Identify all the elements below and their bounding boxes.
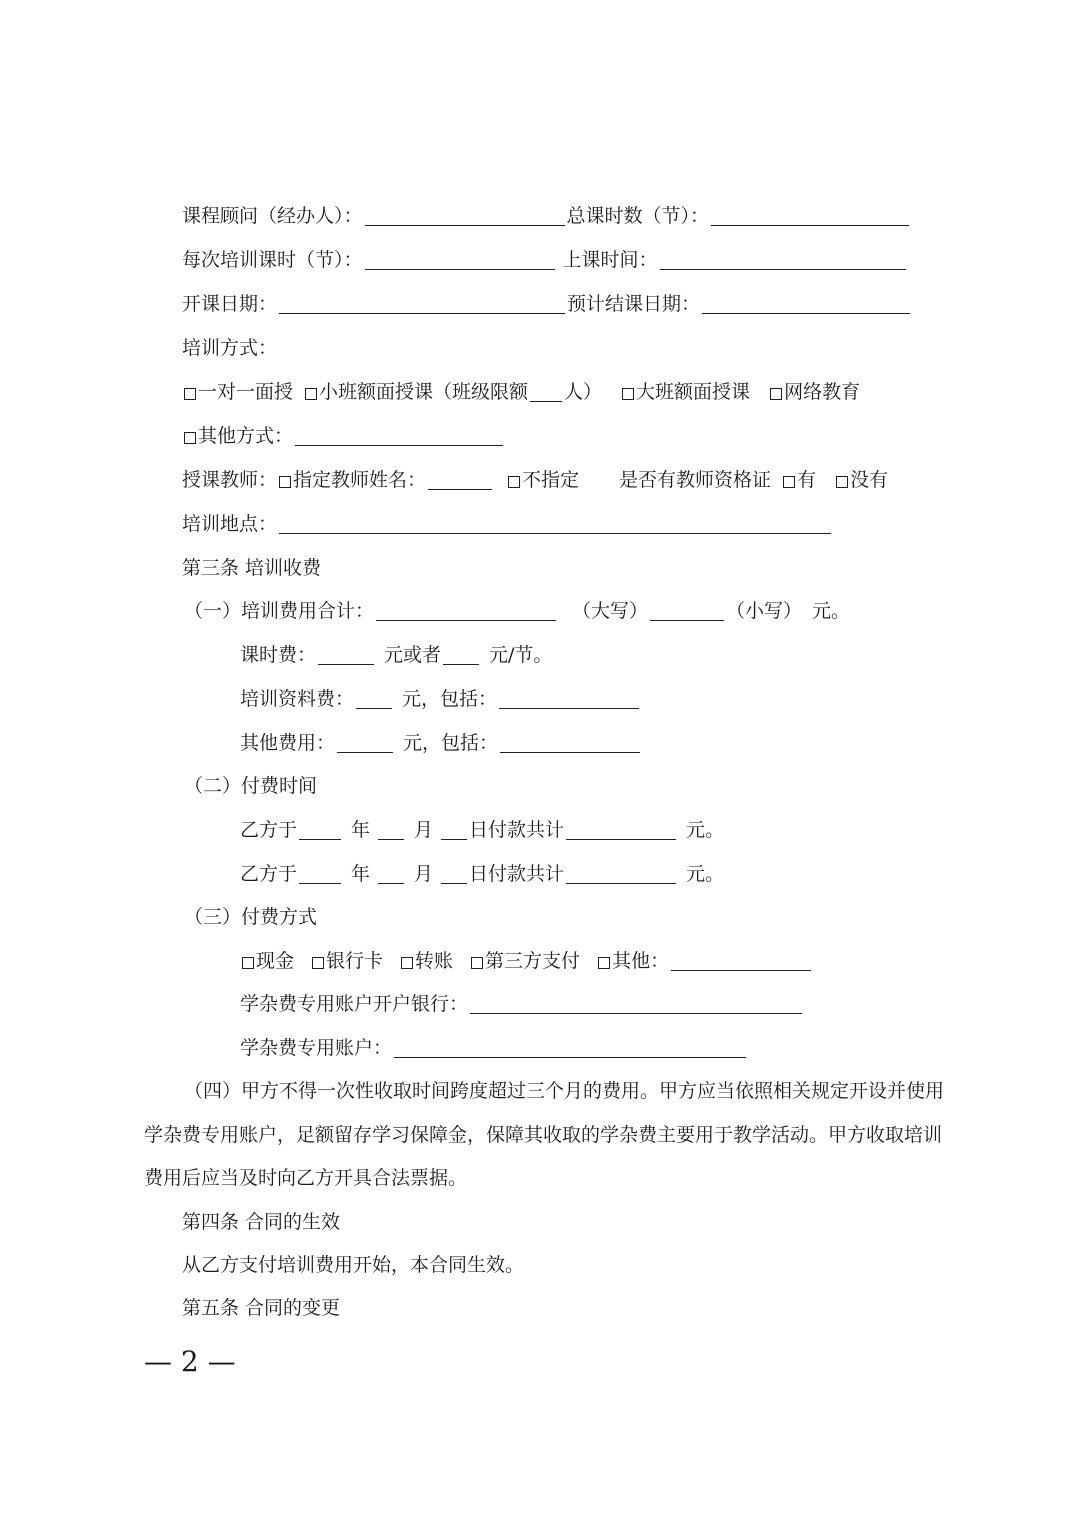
label-yuan-or: 元或者 — [384, 644, 442, 666]
row-payment-method — [184, 903, 317, 931]
blank-account-bank[interactable] — [470, 991, 802, 1014]
label-class-time: 上课时间： — [562, 249, 658, 271]
label-yuan-per-class: 元/节。 — [489, 644, 553, 666]
row-materials-fee — [240, 685, 641, 713]
label-upper: （大写） — [572, 600, 649, 622]
label-hours-per-session: 每次培训课时（节）： — [182, 249, 363, 271]
para4-text-3: 费用后应当及时向乙方开具合法票据。 — [144, 1167, 468, 1189]
para4-line2 — [144, 1121, 942, 1149]
label-month-1: 月 — [414, 819, 434, 841]
row-advisor-hours — [182, 202, 911, 230]
article4-heading — [182, 1208, 340, 1236]
blank-pay2-month[interactable] — [378, 861, 404, 884]
label-yuan-incl-2: 元，包括： — [403, 732, 499, 754]
checkbox-online[interactable] — [770, 388, 782, 400]
row-session-time — [182, 246, 908, 274]
article4-heading-text: 第四条 合同的生效 — [182, 1211, 341, 1233]
label-payment-method: （三）付费方式 — [184, 906, 318, 928]
label-lower: （小写） — [726, 600, 803, 622]
label-teacher-unspecified: 不指定 — [522, 469, 580, 491]
label-yuan-period: 元。 — [812, 600, 851, 622]
row-other-fee — [240, 729, 642, 757]
blank-pay2-year[interactable] — [299, 861, 341, 884]
blank-materials-incl[interactable] — [499, 686, 639, 709]
label-course-advisor: 课程顾问（经办人）： — [182, 205, 363, 227]
label-account-no: 学杂费专用账户： — [240, 1037, 393, 1059]
checkbox-teacher-named[interactable] — [279, 476, 291, 488]
blank-other-mode[interactable] — [295, 423, 503, 446]
label-teacher: 授课教师： — [182, 469, 278, 491]
blank-pay1-day[interactable] — [441, 817, 467, 840]
blank-pay1-year[interactable] — [299, 817, 341, 840]
blank-location[interactable] — [279, 511, 831, 534]
label-yuan-1: 元。 — [686, 819, 725, 841]
checkbox-other-mode[interactable] — [184, 432, 196, 444]
row-other-mode — [182, 422, 505, 450]
label-account-bank: 学杂费专用账户开户银行： — [240, 993, 469, 1015]
checkbox-small-class[interactable] — [305, 388, 317, 400]
page-number: — 2 — — [144, 1345, 236, 1378]
label-online: 网络教育 — [784, 381, 861, 403]
label-year-1: 年 — [351, 819, 371, 841]
blank-start-date[interactable] — [279, 291, 565, 314]
label-cert-no: 没有 — [850, 469, 889, 491]
checkbox-pay-transfer[interactable] — [401, 957, 413, 969]
row-training-modes — [182, 378, 860, 406]
label-large-class: 大班额面授课 — [636, 381, 751, 403]
checkbox-cert-no[interactable] — [836, 476, 848, 488]
blank-class-time[interactable] — [660, 247, 906, 270]
label-cert-question: 是否有教师资格证 — [619, 469, 772, 491]
blank-pay1-month[interactable] — [378, 817, 404, 840]
label-small-class-suffix: 人） — [564, 381, 603, 403]
row-account-bank — [240, 990, 804, 1018]
label-month-2: 月 — [414, 863, 434, 885]
checkbox-pay-cash[interactable] — [242, 957, 254, 969]
label-pay-bank-card: 银行卡 — [326, 950, 384, 972]
label-cert-yes: 有 — [797, 469, 817, 491]
label-pay-third-party: 第三方支付 — [485, 950, 581, 972]
row-dates — [182, 290, 912, 318]
checkbox-one-on-one[interactable] — [184, 388, 196, 400]
row-teacher — [182, 466, 888, 494]
blank-fee-total[interactable] — [376, 598, 556, 621]
row-pay-options — [240, 947, 813, 975]
checkbox-pay-other[interactable] — [598, 957, 610, 969]
label-payment-time: （二）付费时间 — [184, 775, 318, 797]
blank-fee-per-class[interactable] — [318, 642, 374, 665]
blank-hours-per-session[interactable] — [365, 247, 555, 270]
article3-heading — [182, 554, 321, 582]
checkbox-cert-yes[interactable] — [783, 476, 795, 488]
label-fee-total: （一）培训费用合计： — [184, 600, 375, 622]
row-account-no — [240, 1034, 748, 1062]
label-one-on-one: 一对一面授 — [198, 381, 294, 403]
para4-line3 — [144, 1164, 467, 1192]
label-teacher-named: 指定教师姓名： — [293, 469, 427, 491]
label-day-total-2: 日付款共计 — [469, 863, 565, 885]
blank-pay2-day[interactable] — [441, 861, 467, 884]
checkbox-large-class[interactable] — [622, 388, 634, 400]
para4-text-1: （四）甲方不得一次性收取时间跨度超过三个月的费用。甲方应当依照相关规定开设并使用 — [184, 1080, 945, 1102]
blank-course-advisor[interactable] — [365, 203, 565, 226]
blank-fee-upper[interactable] — [650, 598, 724, 621]
row-payment-1 — [240, 816, 724, 844]
para4-line1 — [184, 1077, 944, 1105]
blank-total-hours[interactable] — [711, 203, 909, 226]
article4-body — [182, 1251, 524, 1279]
row-payment-2 — [240, 860, 724, 888]
blank-pay2-amount[interactable] — [566, 861, 676, 884]
label-yuan-incl-1: 元，包括： — [402, 688, 498, 710]
blank-materials-fee[interactable] — [356, 686, 392, 709]
label-materials-fee: 培训资料费： — [240, 688, 355, 710]
label-day-total-1: 日付款共计 — [469, 819, 565, 841]
label-location: 培训地点： — [182, 513, 278, 535]
blank-teacher-name[interactable] — [428, 467, 492, 490]
label-pay-transfer: 转账 — [415, 950, 454, 972]
label-pay-other: 其他： — [612, 950, 670, 972]
blank-other-fee[interactable] — [337, 730, 393, 753]
article3-heading-text: 第三条 培训收费 — [182, 557, 322, 579]
blank-fee-per-session[interactable] — [443, 642, 479, 665]
label-other-mode: 其他方式： — [198, 425, 294, 447]
label-party-b-at-1: 乙方于 — [240, 819, 298, 841]
article5-heading — [182, 1294, 340, 1322]
blank-class-limit[interactable] — [530, 379, 562, 402]
para4-text-2: 学杂费专用账户，足额留存学习保障金，保障其收取的学杂费主要用于教学活动。甲方收取培训 — [144, 1124, 943, 1146]
label-year-2: 年 — [351, 863, 371, 885]
label-total-hours: 总课时数（节）： — [566, 205, 710, 227]
blank-pay-other[interactable] — [671, 948, 811, 971]
row-training-mode-label — [182, 334, 277, 362]
label-yuan-2: 元。 — [686, 863, 725, 885]
label-start-date: 开课日期： — [182, 293, 278, 315]
label-other-fee: 其他费用： — [240, 732, 336, 754]
blank-pay1-amount[interactable] — [566, 817, 676, 840]
row-fee-total — [184, 597, 850, 625]
checkbox-pay-bank-card[interactable] — [312, 957, 324, 969]
label-party-b-at-2: 乙方于 — [240, 863, 298, 885]
label-fee-per-class: 课时费： — [240, 644, 317, 666]
blank-other-incl[interactable] — [500, 730, 640, 753]
label-pay-cash: 现金 — [256, 950, 295, 972]
row-payment-time — [184, 772, 317, 800]
label-training-mode: 培训方式： — [182, 337, 278, 359]
label-small-class: 小班额面授课（班级限额 — [319, 381, 529, 403]
article4-body-text: 从乙方支付培训费用开始，本合同生效。 — [182, 1254, 525, 1276]
checkbox-pay-third-party[interactable] — [471, 957, 483, 969]
checkbox-teacher-unspecified[interactable] — [508, 476, 520, 488]
article5-heading-text: 第五条 合同的变更 — [182, 1297, 341, 1319]
blank-account-no[interactable] — [394, 1035, 746, 1058]
row-location — [182, 510, 833, 538]
row-fee-per-class — [240, 641, 552, 669]
label-end-date: 预计结课日期： — [567, 293, 701, 315]
blank-end-date[interactable] — [702, 291, 910, 314]
